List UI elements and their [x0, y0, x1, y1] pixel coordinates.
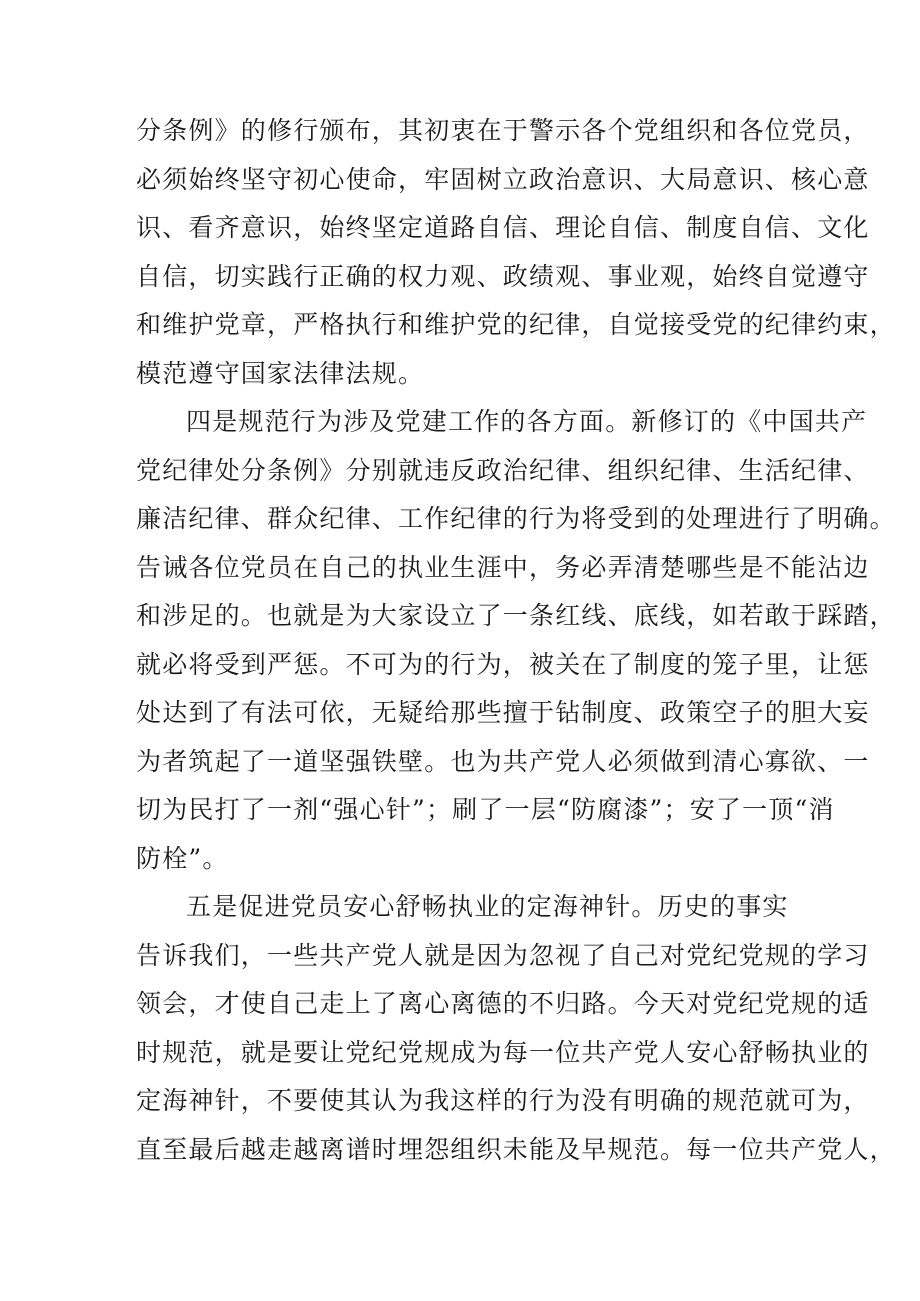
text-line: 领会，才使自己走上了离心离德的不归路。今天对党纪党规的适: [136, 989, 870, 1018]
text-line: 党纪律处分条例》分别就违反政治纪律、组织纪律、生活纪律、: [136, 456, 870, 485]
text-line: 模范遵守国家法律法规。: [136, 359, 425, 388]
text-line: 四是规范行为涉及党建工作的各方面。新修订的《中国共产: [186, 407, 868, 436]
text-line: 为者筑起了一道坚强铁壁。也为共产党人必须做到清心寡欲、一: [136, 747, 870, 776]
text-line: 分条例》的修行颁布，其初衷在于警示各个党组织和各位党员，: [136, 116, 870, 145]
text-line: 切为民打了一剂“强心针”；刷了一层“防腐漆”；安了一顶“消: [136, 795, 835, 824]
text-line: 告诉我们，一些共产党人就是因为忽视了自己对党纪党规的学习: [136, 941, 870, 970]
text-line: 处达到了有法可依，无疑给那些擅于钻制度、政策空子的胆大妄: [136, 698, 870, 727]
text-line: 防栓”。: [136, 844, 229, 873]
text-line: 告诫各位党员在自己的执业生涯中，务必弄清楚哪些是不能沾边: [136, 553, 870, 582]
text-line: 五是促进党员安心舒畅执业的定海神针。历史的事实: [186, 892, 789, 921]
text-line: 时规范，就是要让党纪党规成为每一位共产党人安心舒畅执业的: [136, 1038, 870, 1067]
text-line: 必须始终坚守初心使命，牢固树立政治意识、大局意识、核心意: [136, 165, 870, 194]
text-line: 识、看齐意识，始终坚定道路自信、理论自信、制度自信、文化: [136, 213, 870, 242]
text-line: 和涉足的。也就是为大家设立了一条红线、底线，如若敢于踩踏，: [136, 601, 896, 630]
text-line: 就必将受到严惩。不可为的行为，被关在了制度的笼子里，让惩: [136, 650, 870, 679]
text-line: 直至最后越走越离谱时埋怨组织未能及早规范。每一位共产党人，: [136, 1135, 896, 1164]
text-line: 廉洁纪律、群众纪律、工作纪律的行为将受到的处理进行了明确。: [136, 504, 896, 533]
text-line: 和维护党章，严格执行和维护党的纪律，自觉接受党的纪律约束，: [136, 310, 896, 339]
text-line: 自信，切实践行正确的权力观、政绩观、事业观，始终自觉遵守: [136, 262, 870, 291]
text-line: 定海神针，不要使其认为我这样的行为没有明确的规范就可为，: [136, 1086, 870, 1115]
